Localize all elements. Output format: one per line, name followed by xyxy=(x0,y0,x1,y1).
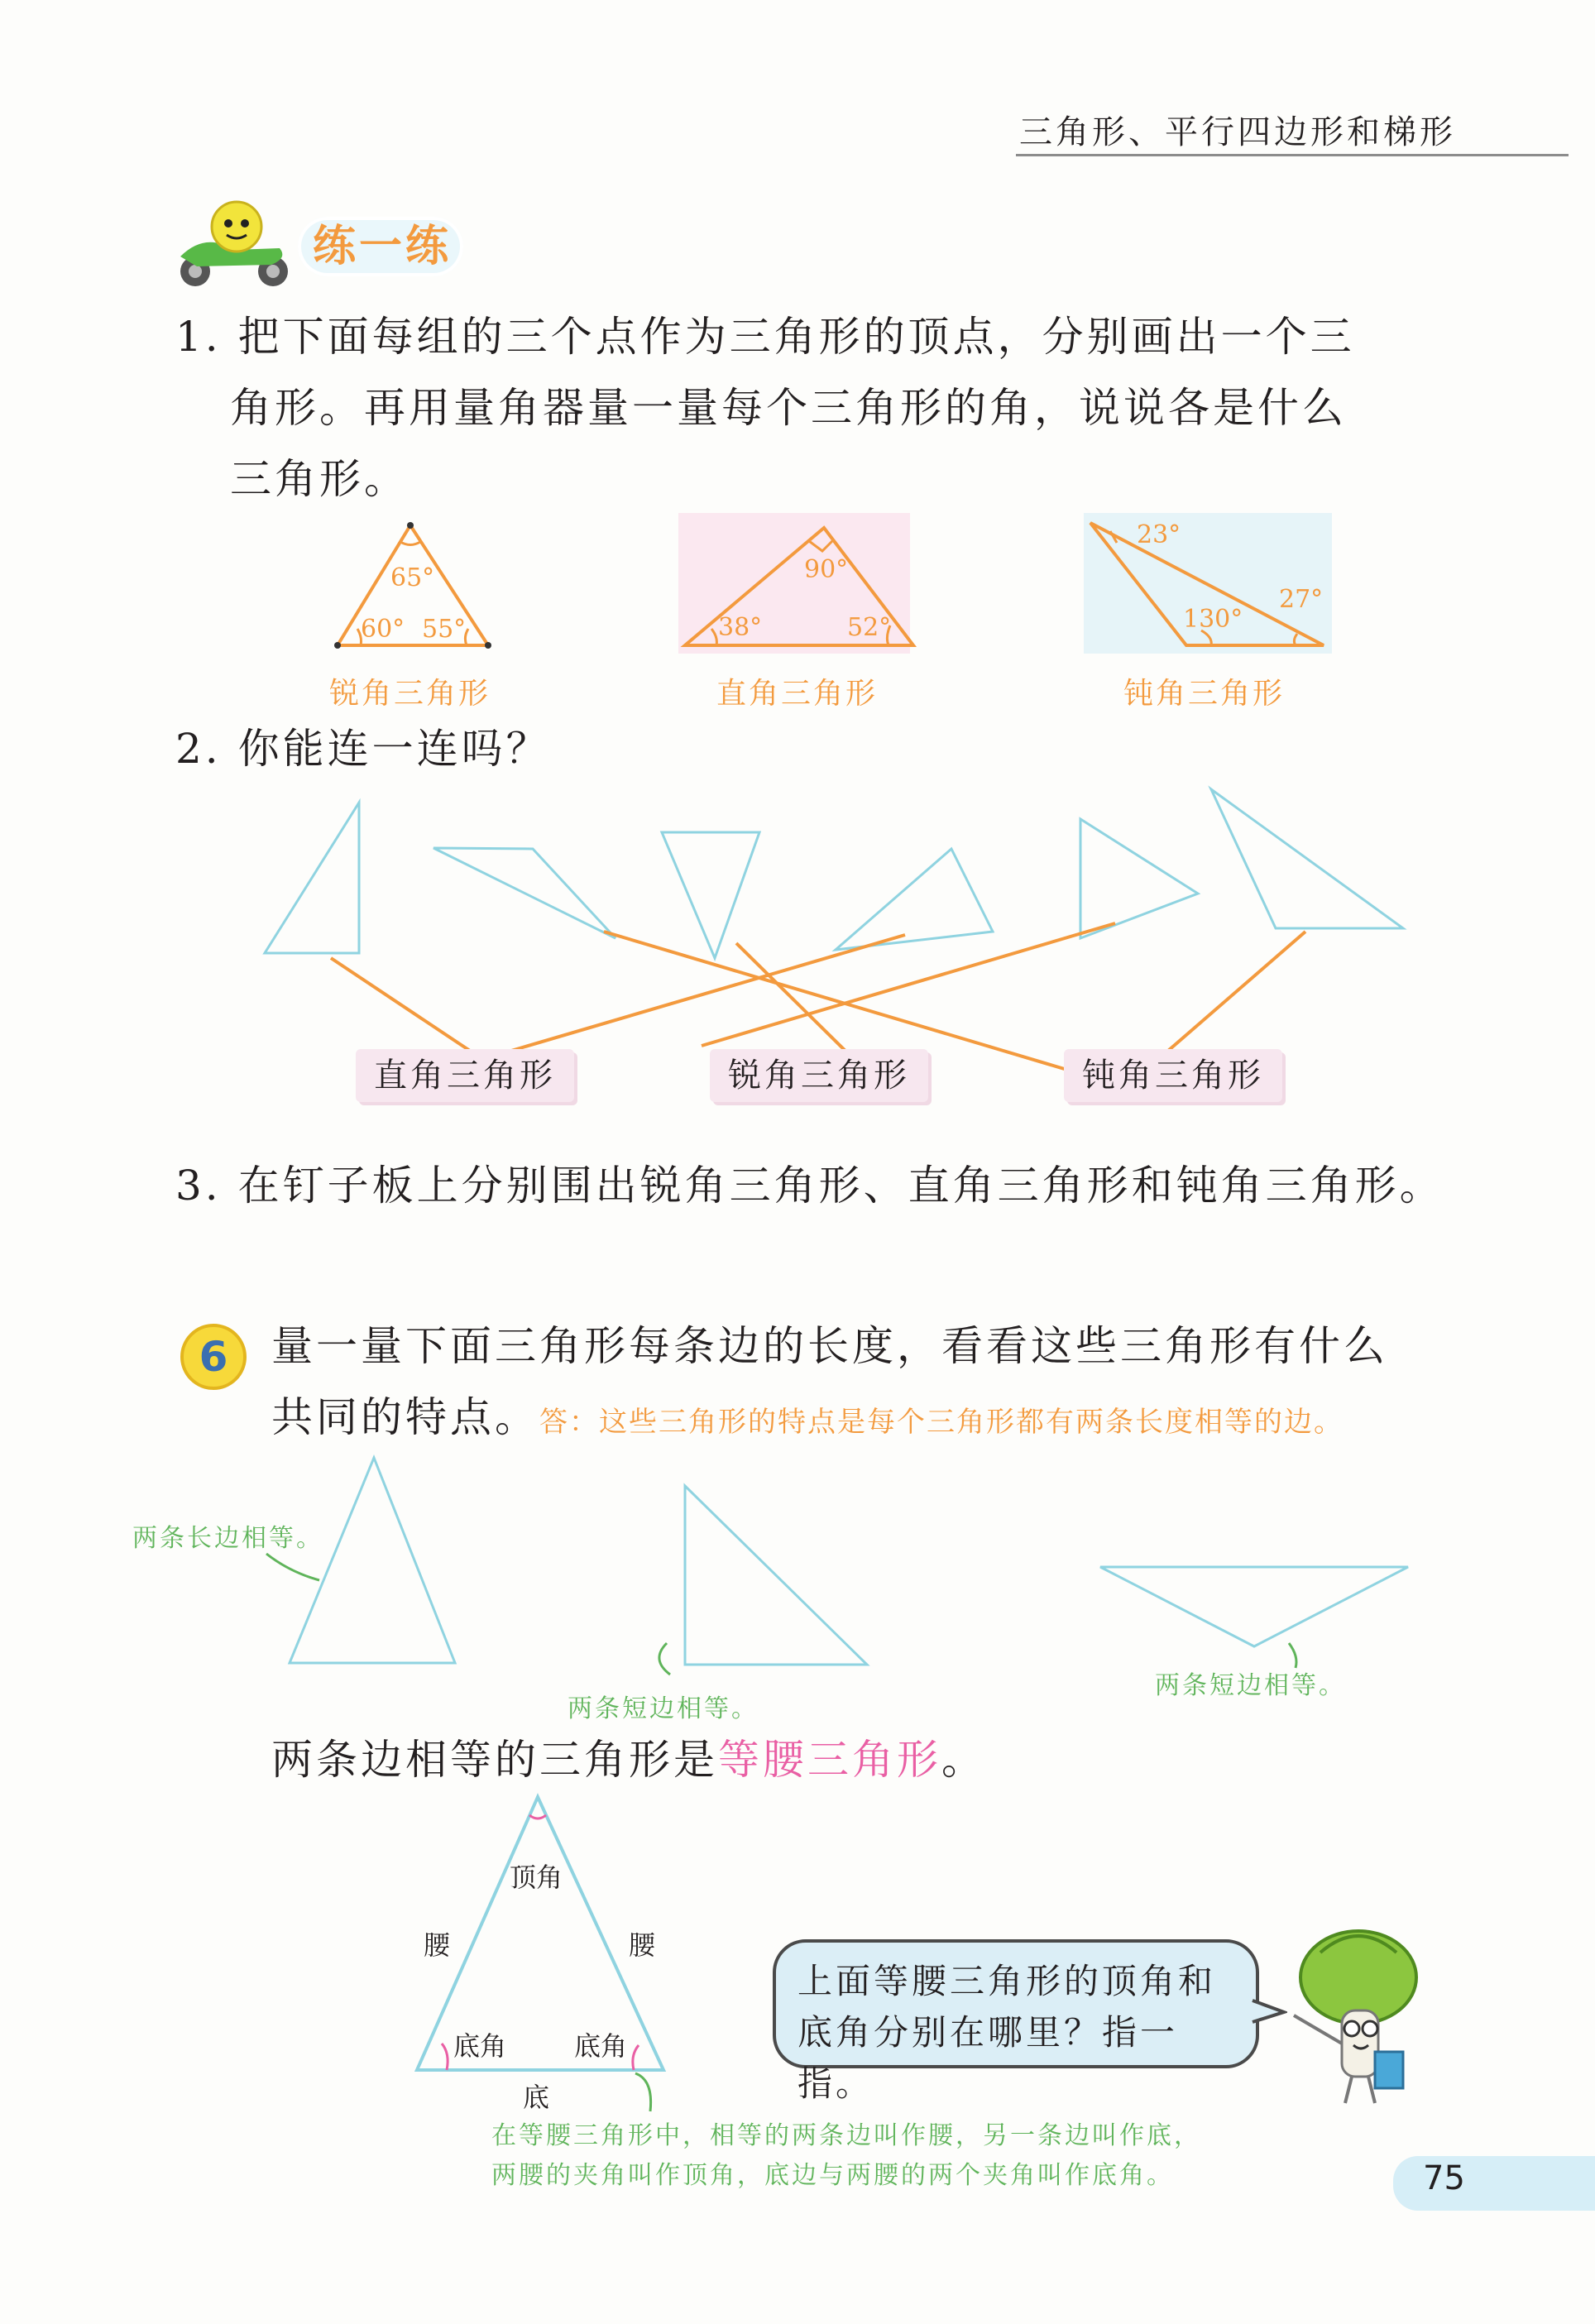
definition-prefix: 两条边相等的三角形是 xyxy=(271,1736,718,1784)
obtuse-angle-top: 23° xyxy=(1137,520,1181,549)
acute-angle-top: 65° xyxy=(390,563,435,592)
isosceles-right xyxy=(685,1486,867,1665)
triangle-a xyxy=(265,803,359,953)
type-box-right: 直角三角形 xyxy=(356,1049,574,1102)
left-leg-label: 腰 xyxy=(424,1929,451,1961)
example6-line-1: 量一量下面三角形每条边的长度，看看这些三角形有什么 xyxy=(271,1322,1388,1370)
apex-angle-label: 顶角 xyxy=(510,1862,563,1893)
speech-line-1: 上面等腰三角形的顶角和 xyxy=(798,1961,1217,2001)
q1-line-1: 1. 把下面每组的三个点作为三角形的顶点，分别画出一个三 xyxy=(175,313,1355,361)
right-angle-left: 38° xyxy=(718,613,763,642)
bottom-note-arrow xyxy=(629,2068,670,2118)
triangle-b xyxy=(433,848,615,938)
isosceles-flat xyxy=(1100,1567,1408,1646)
example6-line-2: 共同的特点。 xyxy=(271,1393,539,1441)
note-short-sides-equal-2: 两条短边相等。 xyxy=(1155,1671,1346,1700)
acute-triangle xyxy=(334,522,491,649)
chapter-title: 三角形、平行四边形和梯形 xyxy=(1019,113,1456,151)
acute-angle-right: 55° xyxy=(422,615,467,644)
right-triangle-label: 直角三角形 xyxy=(716,677,879,711)
page-number: 75 xyxy=(1423,2159,1465,2197)
triangle-f xyxy=(1211,789,1403,928)
right-angle-right: 52° xyxy=(847,613,892,642)
acute-angle-left: 60° xyxy=(361,615,405,644)
speech-bubble-tail xyxy=(1251,1996,1287,2029)
right-angle-top: 90° xyxy=(804,555,849,584)
right-leg-label: 腰 xyxy=(629,1929,656,1961)
q1-line-2: 角形。再用量角器量一量每个三角形的角，说说各是什么 xyxy=(230,384,1347,432)
triangle-d xyxy=(836,849,993,950)
chapter-rule xyxy=(1016,154,1569,156)
base-label: 底 xyxy=(523,2082,550,2113)
speech-bubble xyxy=(773,1939,1259,2104)
q1-line-3: 三角形。 xyxy=(230,455,409,503)
note-long-sides-equal: 两条长边相等。 xyxy=(132,1524,323,1553)
obtuse-angle-right: 27° xyxy=(1279,585,1324,614)
acute-triangle-label: 锐角三角形 xyxy=(329,677,491,711)
obtuse-triangle-label: 钝角三角形 xyxy=(1123,677,1286,711)
right-base-angle-label: 底角 xyxy=(574,2030,628,2062)
q3-text: 3. 在钉子板上分别围出锐角三角形、直角三角形和钝角三角形。 xyxy=(175,1162,1444,1210)
triangle-e xyxy=(1080,819,1198,938)
speech-line-2: 底角分别在哪里？指一指。 xyxy=(798,2012,1179,2104)
obtuse-angle-middle: 130° xyxy=(1183,605,1243,634)
note-short-sides-equal-1: 两条短边相等。 xyxy=(568,1694,759,1723)
example-number-badge: 6 xyxy=(180,1324,247,1390)
bottom-note-line-1: 在等腰三角形中，相等的两条边叫作腰，另一条边叫作底， xyxy=(491,2121,1201,2150)
definition-term: 等腰三角形 xyxy=(718,1736,941,1784)
example6-line-2-row xyxy=(271,1382,1344,1453)
practice-title: 练一练 xyxy=(313,222,453,271)
isosceles-tall xyxy=(290,1458,455,1663)
type-box-acute: 锐角三角形 xyxy=(710,1049,928,1102)
left-base-angle-label: 底角 xyxy=(453,2030,507,2062)
triangle-c xyxy=(662,832,759,958)
bottom-note-line-2: 两腰的夹角叫作顶角，底边与两腰的两个夹角叫作底角。 xyxy=(491,2161,1174,2190)
cabbage-mascot-icon xyxy=(1287,1919,1428,2110)
definition-suffix: 。 xyxy=(941,1736,986,1784)
note-arrows xyxy=(266,1554,1296,1675)
q2-matching-diagram xyxy=(248,778,1423,1092)
definition xyxy=(271,1724,986,1795)
example6-answer: 答：这些三角形的特点是每个三角形都有两条长度相等的边。 xyxy=(539,1406,1344,1439)
mascot-motorbike-icon xyxy=(172,199,296,290)
q2-text: 2. 你能连一连吗？ xyxy=(175,725,551,773)
type-box-obtuse: 钝角三角形 xyxy=(1064,1049,1282,1102)
q1-triangles xyxy=(314,505,1357,670)
